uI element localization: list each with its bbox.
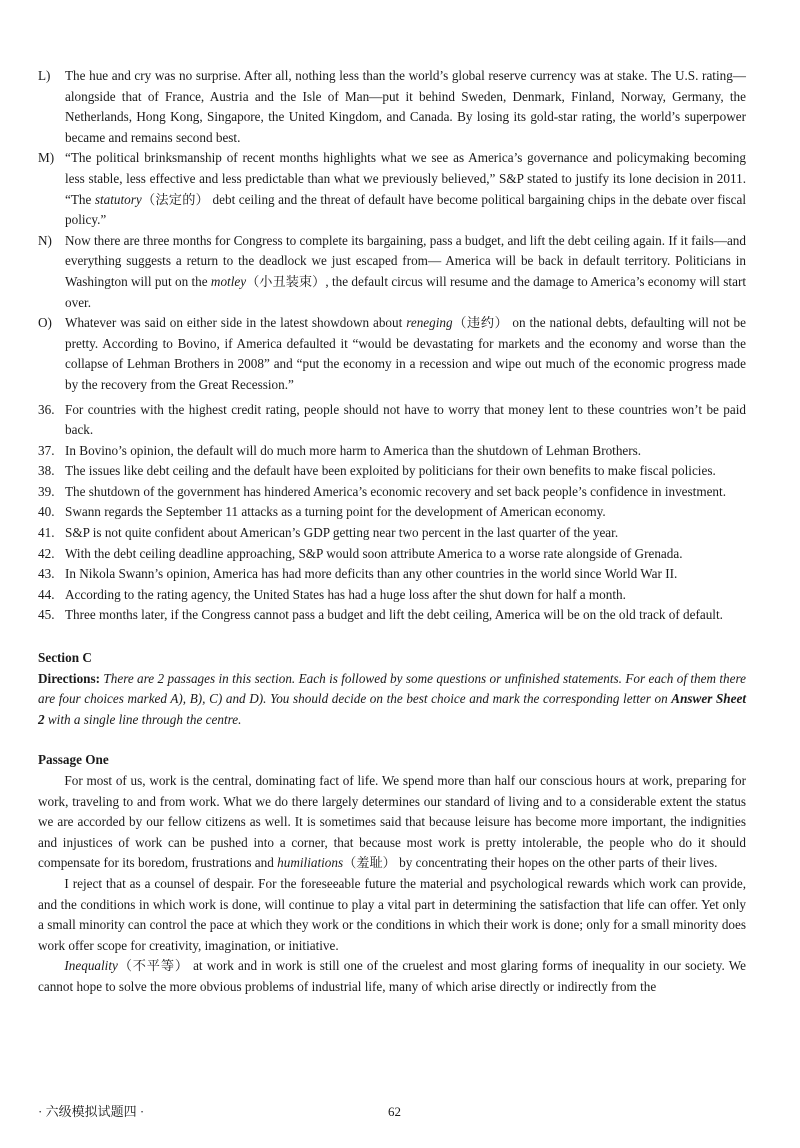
question-number: 37. [38,442,55,458]
question-39 [38,482,746,503]
directions-text-end: with a single line through the centre. [44,711,242,727]
paragraph-label: N) [38,232,52,248]
question-number: 36. [38,401,55,417]
question-38 [38,461,746,482]
question-number: 40. [38,504,55,520]
question-number: 44. [38,586,55,602]
passage-paragraph-2: I reject that as a counsel of despair. For the foreseeable future the material and psychological rewards which work can provide, and the conditions in which work is done, will continue to play a vital part in determining the satisfaction that life can offer. Yet only a small minority can control the pace at which they work or the conditions in which their work is done; only for a small minority does work offer scope for creativity, imagination, or initiative. [38,875,746,953]
paragraph-text: “The political brinksmanship of recent months highlights what we see as America’s governance and policymaking becoming less stable, less effective and less predictable than what we previously believed,” S&P stated to justify its lone decision in 2011. “The [65,150,746,207]
question-36 [38,400,746,441]
question-text: The issues like debt ceiling and the default have been exploited by politicians for their own benefits to make fiscal policies. [65,463,716,479]
question-37 [38,441,746,462]
content [38,66,746,998]
question-42 [38,544,746,565]
paragraph-text: The hue and cry was no surprise. After all, nothing less than the world’s global reserve currency was at stake. The U.S. rating—alongside that of France, Austria and the Isle of Man—put it behind Sweden, Denmark, Finland, Norway, Germany, the Netherlands, Hong Kong, Singapore, the United Kingdom, and Canada. By losing its gold-star rating, the world’s superpower became and remains second best. [65,68,746,145]
question-number: 43. [38,566,55,582]
paragraph-text: debt ceiling and the threat of default have become political bargaining chips in the debate over fiscal policy.” [65,191,746,228]
paragraph-o [38,313,746,395]
glossed-term: statutory [94,191,142,207]
paragraph-text: by concentrating their hopes on the other parts of their lives. [395,855,718,871]
paragraph-text: Whatever was said on either side in the latest showdown about [65,315,407,331]
answer-sheet-ref: Answer Sheet 2 [38,691,746,727]
question-number: 41. [38,525,55,541]
paragraph-text: on the national debts, defaulting will not be pretty. According to Bovino, if America defaulted it “would be devastating for markets and the economy and worse than the collapse of Lehman Brothers in 2008” and “put the economy in a recession and wipe out much of the economic progress made by the recovery from the Great Recession.” [65,315,746,392]
paragraph-label: L) [38,68,51,83]
question-text: In Nikola Swann’s opinion, America has had more deficits than any other countries in the world since World War II. [65,566,678,582]
directions [38,669,746,731]
passage-paragraph-1 [38,771,746,874]
glossed-term: humiliations [277,855,344,871]
question-40 [38,502,746,523]
paragraph-text: at work and in work is still one of the cruelest and most glaring forms of inequality in our society. We cannot hope to solve the more obvious problems of industrial life, many of which arise directly or indirectly from the [38,958,746,994]
question-43 [38,564,746,585]
directions-text: There are 2 passages in this section. Each is followed by some questions or unfinished statements. For each of them there are four choices marked A), B), C) and D). You should decide on the best choice and mark the corresponding letter on [38,670,746,707]
glossed-term: reneging [406,315,453,331]
question-text: The shutdown of the government has hindered America’s economic recovery and set back people’s confidence in investment. [65,483,726,499]
question-text: For countries with the highest credit rating, people should not have to worry that money lent to these countries won’t be paid back. [65,401,746,438]
chinese-gloss: （羞耻） [343,855,396,871]
question-text: With the debt ceiling deadline approaching, S&P would soon attribute America to a worse rate alongside of Grenada. [65,545,683,561]
paragraph-text: Now there are three months for Congress to complete its bargaining, pass a budget, and lift the debt ceiling again. If it fails—and everything suggests a return to the deadlock we just escaped from— America will be back in default territory. Politicians in Washington will put on the [65,232,746,289]
question-text: In Bovino’s opinion, the default will do much more harm to America than the shutdown of Lehman Brothers. [65,442,642,458]
footer-title: · 六级模拟试题四 · [38,1104,145,1119]
section-title: Section C [38,650,92,666]
paragraph-text: , the default circus will resume and the damage to America’s economy will start over. [65,273,746,310]
passage-paragraph-3 [38,956,746,997]
question-number: 42. [38,545,55,561]
question-text: S&P is not quite confident about American’s GDP getting near two percent in the last quarter of the year. [65,525,619,541]
paragraph-m [38,148,746,230]
passage-title: Passage One [38,752,109,768]
question-45 [38,605,746,626]
page-number: 62 [388,1104,401,1119]
question-44 [38,585,746,606]
paragraph-n [38,231,746,313]
chinese-gloss: （小丑装束） [246,273,326,289]
question-text: Three months later, if the Congress cannot pass a budget and lift the debt ceiling, America will be on the old track of default. [65,607,723,623]
glossed-term: motley [210,273,247,289]
question-text: According to the rating agency, the United States has had a huge loss after the shut down for half a month. [65,586,626,602]
directions-label: Directions: [38,670,101,686]
question-41 [38,523,746,544]
paragraph-l [38,66,746,148]
question-number: 45. [38,607,55,623]
paragraph-text: For most of us, work is the central, dominating fact of life. We spend more than half our conscious hours at work, preparing for work, traveling to and from work. What we do there largely determines our standard of living and to a considerable extent the status we are accorded by our fellow citizens as well. It is sometimes said that because leisure has become more important, the indignities and injustices of work can be pushed into a corner, that because most work is pretty intolerable, the people who do it should compensate for its boredom, frustrations and [38,773,746,871]
paragraph-label: O) [38,315,52,331]
question-list [38,400,746,627]
glossed-term: Inequality [64,958,118,974]
paragraph-label: M) [38,150,55,166]
chinese-gloss: （不平等） [117,958,189,974]
question-number: 39. [38,483,55,499]
question-number: 38. [38,463,55,479]
chinese-gloss: （违约） [452,315,509,331]
chinese-gloss: （法定的） [141,191,210,207]
question-text: Swann regards the September 11 attacks as a turning point for the development of American economy. [65,504,606,520]
